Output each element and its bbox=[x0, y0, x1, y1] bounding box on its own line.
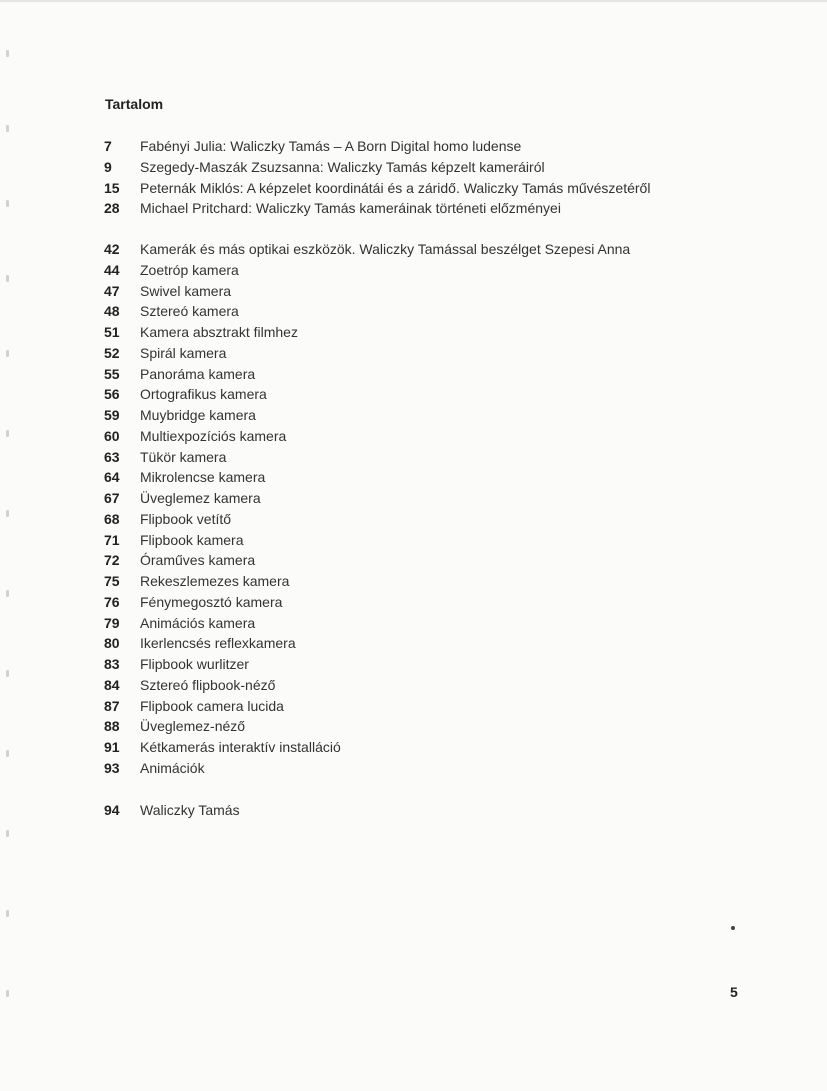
toc-entry-title: Tükör kamera bbox=[140, 448, 227, 465]
toc-page-number: 44 bbox=[104, 261, 120, 278]
page-title: Tartalom bbox=[105, 96, 164, 112]
toc-entry-title: Sztereó kamera bbox=[140, 303, 239, 320]
toc-entry bbox=[104, 633, 630, 654]
toc-entry-title: Waliczky Tamás bbox=[140, 802, 240, 818]
toc-entry bbox=[104, 343, 630, 364]
toc-page-number: 76 bbox=[104, 593, 120, 610]
toc-entry-title: Fénymegosztó kamera bbox=[140, 593, 283, 610]
toc-entry bbox=[104, 696, 630, 717]
toc-page-number: 72 bbox=[104, 552, 120, 569]
toc-entry bbox=[104, 509, 630, 530]
toc-entry-title: Spirál kamera bbox=[140, 344, 227, 361]
toc-entry-title: Kamera absztrakt filmhez bbox=[140, 324, 298, 340]
toc-page-number: 63 bbox=[104, 448, 120, 465]
toc-page-number: 52 bbox=[104, 344, 120, 361]
toc-page-number: 87 bbox=[104, 697, 120, 714]
toc-entry-title: Flipbook camera lucida bbox=[140, 697, 284, 714]
toc-entry-title: Flipbook vetítő bbox=[140, 510, 232, 527]
toc-page-number: 75 bbox=[104, 573, 120, 589]
toc-page-number: 51 bbox=[104, 324, 120, 340]
toc-entry bbox=[104, 613, 630, 634]
toc-page-number: 56 bbox=[104, 386, 120, 403]
page-number: 5 bbox=[730, 984, 738, 1000]
toc-entry-title: Mikrolencse kamera bbox=[140, 469, 266, 486]
toc-page-number: 60 bbox=[104, 427, 120, 444]
toc-entry bbox=[104, 488, 630, 509]
toc-page-number: 48 bbox=[104, 303, 120, 320]
toc-entry-title: Kamerák és más optikai eszközök. Waliczky Tamással beszélget Szepesi Anna bbox=[140, 241, 631, 257]
toc-page-number: 15 bbox=[104, 179, 120, 196]
toc-page-number: 64 bbox=[104, 469, 120, 486]
toc-entry bbox=[104, 405, 630, 426]
toc-page-number: 93 bbox=[104, 759, 120, 776]
toc-entry bbox=[104, 716, 630, 737]
toc-entry bbox=[104, 530, 630, 551]
toc-entry-title: Animációs kamera bbox=[140, 614, 256, 631]
toc-works bbox=[104, 239, 630, 779]
toc-entry bbox=[104, 178, 650, 199]
toc-entry-title: Multiexpozíciós kamera bbox=[140, 427, 287, 444]
toc-bio bbox=[104, 800, 240, 821]
toc-page-number: 71 bbox=[104, 531, 120, 548]
toc-entry bbox=[104, 384, 630, 405]
toc-entry-title: Swivel kamera bbox=[140, 282, 232, 299]
toc-entry-title: Zoetróp kamera bbox=[140, 261, 239, 278]
toc-entry bbox=[104, 550, 630, 571]
toc-page-number: 47 bbox=[104, 282, 120, 299]
toc-page-number: 94 bbox=[104, 802, 120, 818]
toc-entry-title: Panoráma kamera bbox=[140, 365, 256, 382]
toc-page-number: 91 bbox=[104, 739, 120, 755]
toc-entry-title: Szegedy-Maszák Zsuzsanna: Waliczky Tamás képzelt kameráiról bbox=[140, 158, 545, 175]
toc-entry bbox=[104, 301, 630, 322]
toc-page-number: 79 bbox=[104, 614, 120, 631]
toc-entry-title: Rekeszlemezes kamera bbox=[140, 573, 290, 589]
toc-essays bbox=[104, 136, 650, 219]
toc-entry bbox=[104, 758, 630, 779]
toc-entry bbox=[104, 467, 630, 488]
toc-entry-title: Fabényi Julia: Waliczky Tamás – A Born Digital homo ludense bbox=[140, 138, 522, 154]
toc-page-number: 83 bbox=[104, 656, 120, 672]
toc-entry bbox=[104, 322, 630, 343]
toc-entry-title: Muybridge kamera bbox=[140, 407, 256, 423]
toc-page-number: 42 bbox=[104, 241, 120, 257]
toc-entry-title: Peternák Miklós: A képzelet koordinátái és a záridő. Waliczky Tamás művészetéről bbox=[140, 179, 651, 196]
toc-entry-title: Flipbook kamera bbox=[140, 531, 244, 548]
toc-entry-title: Flipbook wurlitzer bbox=[140, 656, 249, 672]
toc-page-number: 7 bbox=[104, 138, 112, 154]
toc-entry-title: Óraműves kamera bbox=[140, 552, 256, 569]
ink-dot bbox=[731, 926, 735, 930]
toc-entry-title: Üveglemez kamera bbox=[140, 490, 261, 506]
toc-entry bbox=[104, 654, 630, 675]
toc-entry bbox=[104, 260, 630, 281]
toc-page-number: 67 bbox=[104, 490, 120, 506]
toc-entry bbox=[104, 364, 630, 385]
toc-page-number: 55 bbox=[104, 365, 120, 382]
toc-page-number: 9 bbox=[104, 158, 112, 175]
toc-entry bbox=[104, 675, 630, 696]
toc-entry bbox=[104, 198, 650, 219]
binding-marks bbox=[6, 40, 10, 1060]
toc-entry-title: Ikerlencsés reflexkamera bbox=[140, 635, 296, 652]
toc-page-number: 59 bbox=[104, 407, 120, 423]
toc-entry bbox=[104, 737, 630, 758]
toc-entry-title: Sztereó flipbook-néző bbox=[140, 676, 276, 693]
toc-entry bbox=[104, 281, 630, 302]
toc-entry-title: Michael Pritchard: Waliczky Tamás kameráinak történeti előzményei bbox=[140, 200, 561, 217]
toc-entry bbox=[104, 592, 630, 613]
toc-entry bbox=[104, 571, 630, 592]
toc-entry bbox=[104, 136, 650, 157]
toc-page-number: 88 bbox=[104, 718, 120, 735]
toc-entry bbox=[104, 239, 630, 260]
toc-entry bbox=[104, 800, 240, 821]
toc-page-number: 68 bbox=[104, 510, 120, 527]
toc-entry bbox=[104, 426, 630, 447]
toc-entry-title: Kétkamerás interaktív installáció bbox=[140, 739, 341, 755]
toc-entry-title: Üveglemez-néző bbox=[140, 718, 246, 735]
toc-page-number: 28 bbox=[104, 200, 120, 217]
toc-entry-title: Ortografikus kamera bbox=[140, 386, 267, 403]
toc-page-number: 84 bbox=[104, 676, 120, 693]
toc-entry bbox=[104, 447, 630, 468]
toc-entry bbox=[104, 157, 650, 178]
toc-page-number: 80 bbox=[104, 635, 120, 652]
toc-entry-title: Animációk bbox=[140, 759, 205, 776]
top-edge-line bbox=[0, 0, 827, 2]
